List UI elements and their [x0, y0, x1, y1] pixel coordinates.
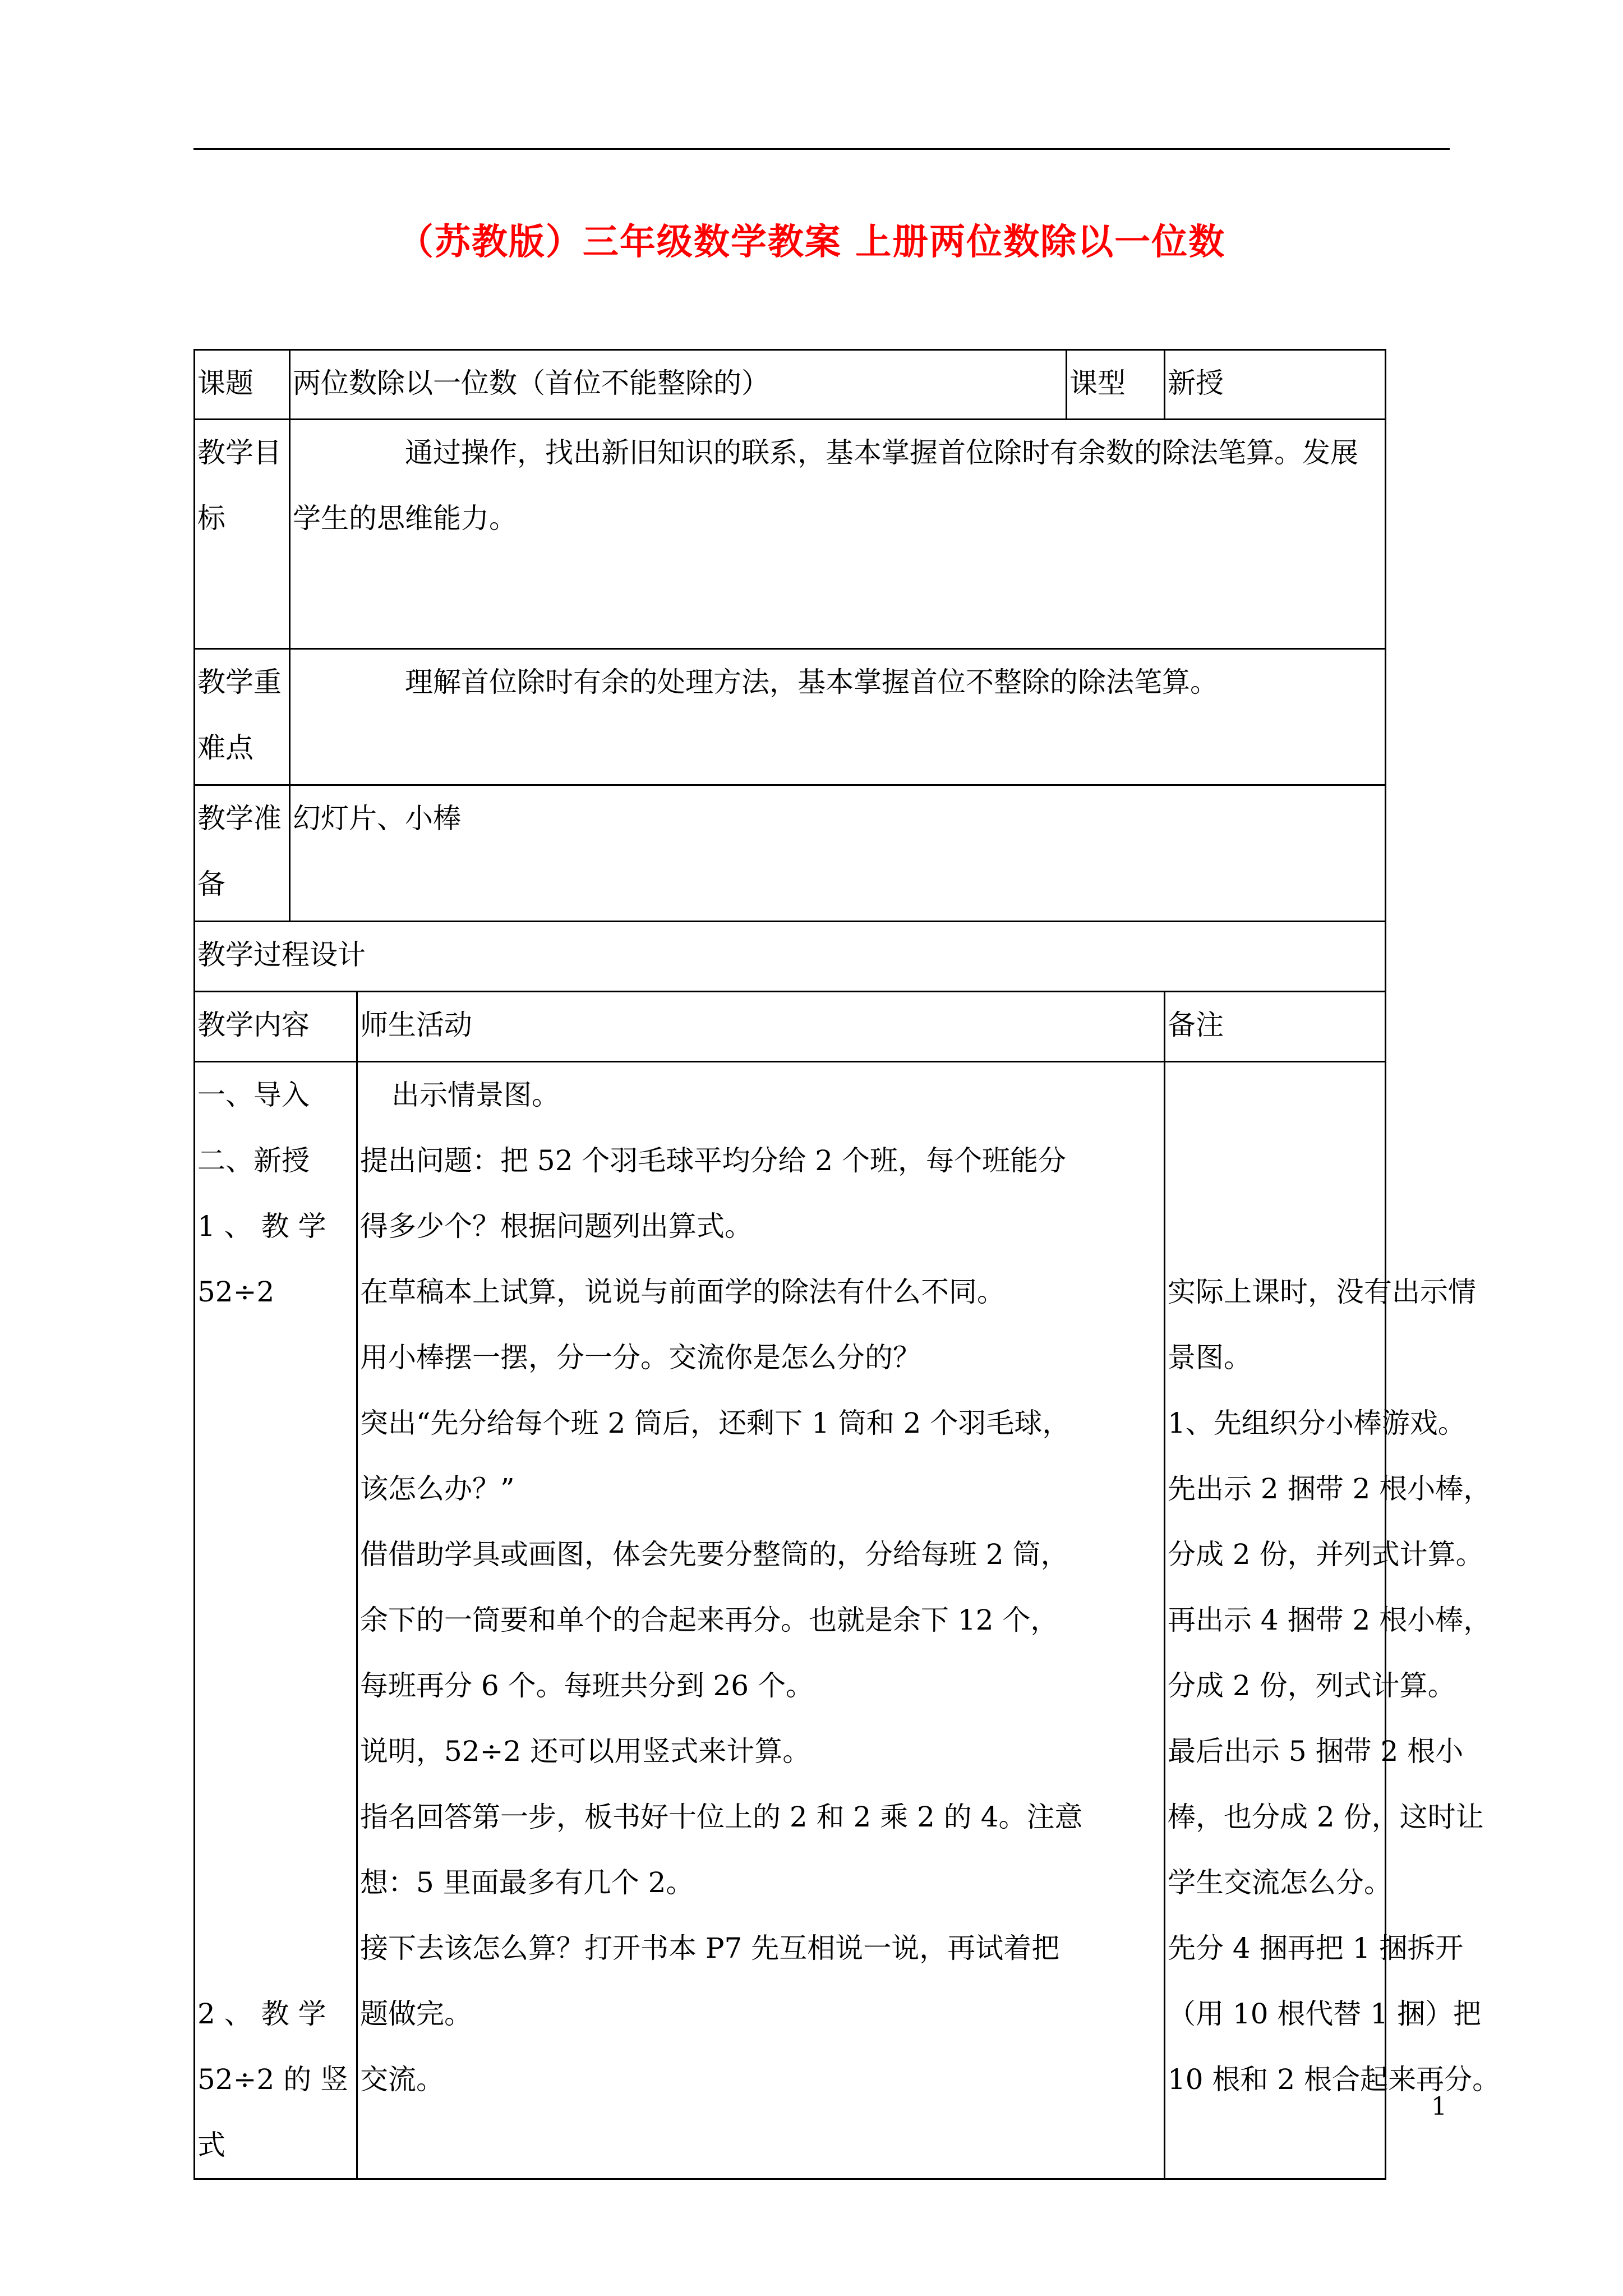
notes-line: 最后出示 5 捆带 2 根小 [1168, 1735, 1464, 1768]
content-line: 二、新授 [197, 1144, 310, 1177]
activity-line: 该怎么办？” [360, 1473, 515, 1505]
lesson-plan-table [193, 349, 1501, 2180]
activity-line: 突出“先分给每个班 2 筒后，还剩下 1 筒和 2 个羽毛球， [360, 1407, 1071, 1439]
content-line [197, 1653, 354, 1719]
content-line: 52÷2 的 竖 [197, 2063, 349, 2096]
content-line [197, 1391, 354, 1456]
difficulty-value: 理解首位除时有余的处理方法，基本掌握首位不整除的除法笔算。 [405, 666, 1218, 698]
notes-line [1168, 1128, 1382, 1194]
content-line [197, 1588, 354, 1653]
content-line: 52÷2 [197, 1276, 275, 1308]
prep-label: 教学准备 [195, 785, 290, 922]
notes-line [1168, 1062, 1382, 1128]
notes-line: 棒，也分成 2 份，这时让 [1168, 1801, 1484, 1833]
content-line [197, 1522, 354, 1588]
topic-value: 两位数除以一位数（首位不能整除的） [290, 350, 1067, 420]
page-number: 1 [1431, 2092, 1447, 2121]
notes-line: （用 10 根代替 1 捆）把 [1168, 1998, 1482, 2030]
activity-line: 指名回答第一步，板书好十位上的 2 和 2 乘 2 的 4。注意 [360, 1801, 1083, 1833]
activity-line: 题做完。 [360, 1998, 472, 2030]
content-line [197, 1850, 354, 1916]
activity-line: 交流。 [360, 2063, 444, 2096]
content-line [197, 1456, 354, 1522]
topic-label: 课题 [195, 350, 290, 420]
activity-cell [357, 1062, 1165, 2179]
content-line [197, 1325, 354, 1391]
notes-line: 学生交流怎么分。 [1168, 1866, 1392, 1899]
activity-line: 提出问题：把 52 个羽毛球平均分给 2 个班，每个班能分 [360, 1144, 1067, 1177]
content-line: 式 [197, 2129, 225, 2161]
col-content-header: 教学内容 [195, 992, 357, 1062]
prep-value: 幻灯片、小棒 [290, 785, 1386, 922]
activity-line: 用小棒摆一摆，分一分。交流你是怎么分的？ [360, 1341, 921, 1374]
col-activity-header: 师生活动 [357, 992, 1165, 1062]
process-header-row [195, 992, 1386, 1062]
activity-line: 想：5 里面最多有几个 2。 [360, 1866, 694, 1899]
difficulty-row [195, 649, 1386, 785]
notes-line: 分成 2 份，并列式计算。 [1168, 1538, 1484, 1571]
activity-line: 得多少个？根据问题列出算式。 [360, 1210, 753, 1243]
notes-line: 先分 4 捆再把 1 捆拆开 [1168, 1932, 1464, 1964]
process-heading: 教学过程设计 [195, 922, 1386, 992]
process-heading-row [195, 922, 1386, 992]
notes-line: 10 根和 2 根合起来再分。 [1168, 2063, 1501, 2096]
content-line: 2 、 教 学 [197, 1998, 326, 2030]
content-cell [195, 1062, 357, 2179]
header-rule [193, 148, 1450, 150]
type-value: 新授 [1165, 350, 1386, 420]
activity-line: 借借助学具或画图，体会先要分整筒的，分给每班 2 筒， [360, 1538, 1069, 1571]
content-line [197, 1719, 354, 1784]
topic-row [195, 350, 1386, 420]
type-label: 课型 [1067, 350, 1165, 420]
activity-line: 说明，52÷2 还可以用竖式来计算。 [360, 1735, 811, 1768]
col-notes-header: 备注 [1165, 992, 1386, 1062]
goals-row [195, 420, 1386, 649]
notes-line [1168, 1194, 1382, 1259]
difficulty-cell [290, 649, 1386, 785]
activity-line: 每班再分 6 个。每班共分到 26 个。 [360, 1669, 814, 1702]
goals-label: 教学目标 [195, 420, 290, 649]
content-line [197, 1916, 354, 1981]
notes-line: 分成 2 份，列式计算。 [1168, 1669, 1456, 1702]
activity-line: 出示情景图。 [391, 1079, 560, 1111]
activity-line: 接下去该怎么算？打开书本 P7 先互相说一说，再试着把 [360, 1932, 1060, 1964]
process-body-row [195, 1062, 1386, 2179]
notes-line: 景图。 [1168, 1341, 1252, 1374]
content-line: 一、导入 [197, 1079, 310, 1111]
prep-row [195, 785, 1386, 922]
goals-cell [290, 420, 1386, 649]
goals-value: 通过操作，找出新旧知识的联系，基本掌握首位除时有余数的除法笔算。发展学生的思维能力。 [293, 436, 1358, 535]
activity-line: 在草稿本上试算，说说与前面学的除法有什么不同。 [360, 1276, 1005, 1308]
notes-line: 再出示 4 捆带 2 根小棒， [1168, 1604, 1492, 1636]
notes-line: 先出示 2 捆带 2 根小棒， [1168, 1473, 1492, 1505]
activity-line: 余下的一筒要和单个的合起来再分。也就是余下 12 个， [360, 1604, 1059, 1636]
notes-cell [1165, 1062, 1501, 2179]
content-line [197, 1784, 354, 1850]
difficulty-label: 教学重难点 [195, 649, 290, 785]
notes-line: 实际上课时，没有出示情 [1168, 1276, 1476, 1308]
document-title: （苏教版）三年级数学教案 上册两位数除以一位数 [397, 221, 1226, 263]
notes-line: 1、先组织分小棒游戏。 [1168, 1407, 1466, 1439]
content-line: 1 、 教 学 [197, 1210, 326, 1243]
